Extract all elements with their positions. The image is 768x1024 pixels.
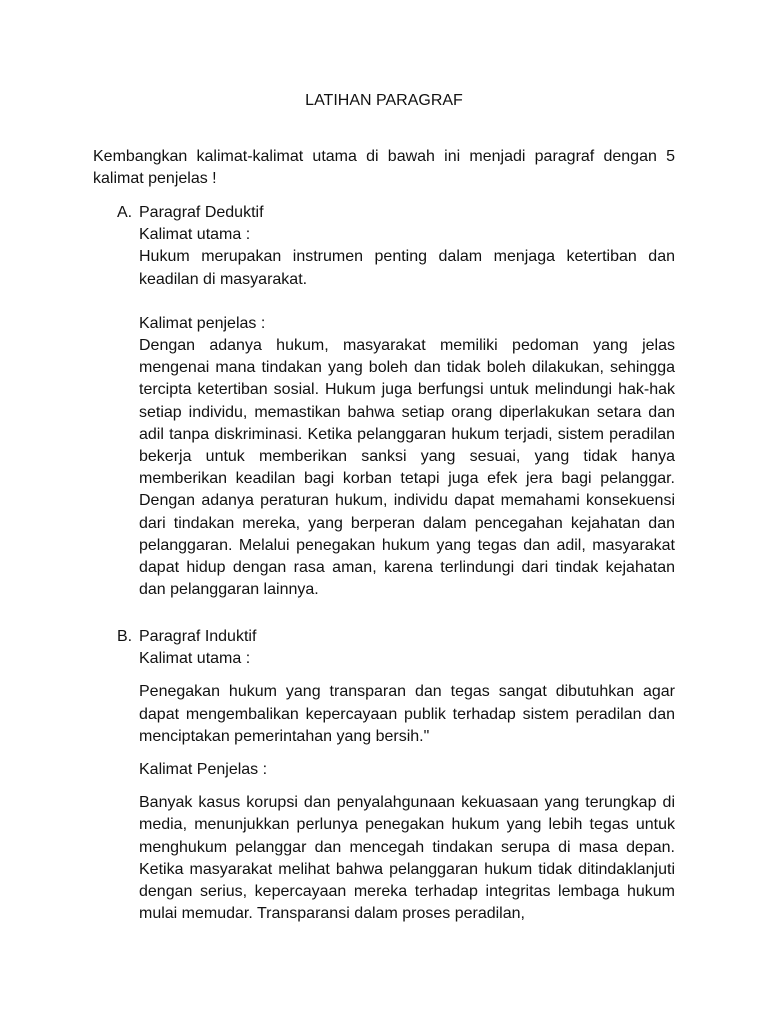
list-marker: B. (117, 628, 133, 645)
support-paragraph: Banyak kasus korupsi dan penyalahgunaan kekuasaan yang terungkap di media, menunjukkan perlunya penegakan hukum yang lebih tegas untuk menghukum pelanggar dan mencegah tindakan serupa di masa depan. Ketika masyarakat melihat bahwa pelanggaran hukum tidak ditindaklanjuti dengan serius, kepercayaan mereka terhadap integritas lembaga hukum mulai memudar. Transparansi dalam proses peradilan, (139, 794, 675, 923)
list-marker: A. (117, 204, 133, 221)
section-body (139, 626, 675, 925)
main-sentence-label: Kalimat utama : (139, 650, 251, 668)
main-sentence: Hukum merupakan instrumen penting dalam menjaga ketertiban dan keadilan di masyarakat. (139, 248, 675, 288)
section-body (139, 202, 675, 601)
section-heading: Paragraf Deduktif (139, 204, 264, 221)
support-paragraph: Dengan adanya hukum, masyarakat memiliki pedoman yang jelas mengenai mana tindakan yang boleh dan tidak boleh dilakukan, sehingga tercipta ketertiban sosial. Hukum juga berfungsi untuk melindungi hak-hak setiap individu, memastikan bahwa setiap orang diperlakukan setara dan adil tanpa diskriminasi. Ketika pelanggaran hukum terjadi, sistem peradilan bekerja untuk memberikan sanksi yang sesuai, yang tidak hanya memberikan keadilan bagi korban tetapi juga efek jera bagi pelanggar. Dengan adanya peraturan hukum, individu dapat memahami konsekuensi dari tindakan mereka, yang berperan dalam pencegahan kejahatan dan pelanggaran. Melalui penegakan hukum yang tegas dan adil, masyarakat dapat hidup dengan rasa aman, karena terlindungi dari tindak kejahatan dan pelanggaran lainnya. (139, 337, 675, 599)
support-label: Kalimat penjelas : (139, 314, 266, 332)
support-label: Kalimat Penjelas : (139, 761, 268, 779)
instruction-text: Kembangkan kalimat-kalimat utama di bawah ini menjadi paragraf dengan 5 kalimat penjelas ! (93, 148, 675, 188)
main-sentence: Penegakan hukum yang transparan dan tegas sangat dibutuhkan agar dapat mengembalikan kepercayaan publik terhadap sistem peradilan dan menciptakan pemerintahan yang bersih." (139, 683, 675, 745)
document-title: LATIHAN PARAGRAF (305, 92, 463, 109)
section-heading: Paragraf Induktif (139, 628, 257, 645)
main-sentence-label: Kalimat utama : (139, 226, 251, 244)
